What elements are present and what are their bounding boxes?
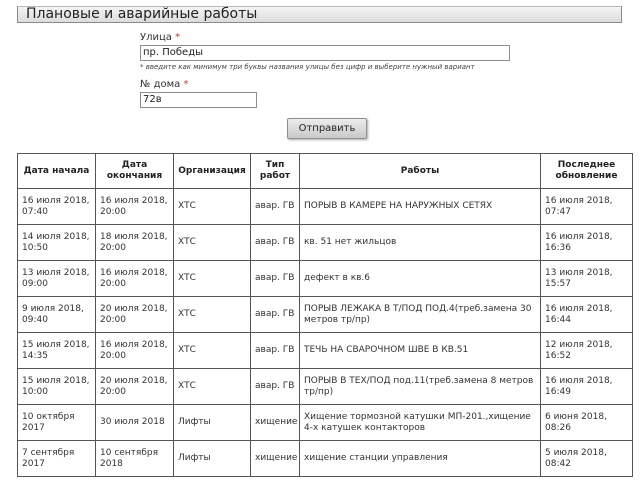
cell-organization: Лифты [174,441,251,477]
house-number-input[interactable]: 72в [140,92,257,108]
cell-start-date: 10 октября 2017 [18,405,96,441]
house-required-mark: * [183,79,189,90]
table-header-row [18,154,633,189]
cell-works: хищение станции управления [300,441,541,477]
cell-organization: ХТС [174,261,251,297]
cell-end-date: 18 июля 2018, 20:00 [96,225,174,261]
cell-works: дефект в кв.6 [300,261,541,297]
table-row [18,189,633,225]
cell-organization: ХТС [174,369,251,405]
works-table [17,153,633,477]
cell-last-update: 13 июля 2018, 15:57 [541,261,633,297]
street-hint: * введите как минимум три буквы названия улицы без цифр и выберите нужный вариант [140,63,475,71]
submit-button[interactable]: Отправить [287,118,367,139]
cell-end-date: 16 июля 2018, 20:00 [96,333,174,369]
cell-end-date: 10 сентября 2018 [96,441,174,477]
table-row [18,441,633,477]
cell-work-type: авар. ГВ [251,225,300,261]
cell-organization: ХТС [174,333,251,369]
cell-organization: Лифты [174,405,251,441]
cell-work-type: авар. ГВ [251,261,300,297]
table-row [18,333,633,369]
table-row [18,369,633,405]
cell-work-type: авар. ГВ [251,333,300,369]
cell-last-update: 6 июня 2018, 08:26 [541,405,633,441]
cell-end-date: 16 июля 2018, 20:00 [96,189,174,225]
house-label-row [140,79,540,91]
cell-end-date: 20 июля 2018, 20:00 [96,369,174,405]
table-row [18,405,633,441]
cell-end-date: 20 июля 2018, 20:00 [96,297,174,333]
cell-start-date: 15 июля 2018, 14:35 [18,333,96,369]
cell-organization: ХТС [174,225,251,261]
column-header-last-update: Последнее обновление [541,154,633,189]
cell-works: ТЕЧЬ НА СВАРОЧНОМ ШВЕ В КВ.51 [300,333,541,369]
house-label: № дома [140,79,181,90]
street-required-mark: * [175,32,181,43]
cell-last-update: 16 июля 2018, 16:44 [541,297,633,333]
cell-start-date: 13 июля 2018, 09:00 [18,261,96,297]
column-header-works: Работы [300,154,541,189]
column-header-organization: Организация [174,154,251,189]
cell-last-update: 16 июля 2018, 07:47 [541,189,633,225]
cell-works: кв. 51 нет жильцов [300,225,541,261]
street-label-row [140,32,540,44]
cell-work-type: авар. ГВ [251,189,300,225]
cell-works: ПОРЫВ В КАМЕРЕ НА НАРУЖНЫХ СЕТЯХ [300,189,541,225]
cell-start-date: 15 июля 2018, 10:00 [18,369,96,405]
column-header-end-date: Дата окончания [96,154,174,189]
cell-work-type: хищение [251,441,300,477]
table-row [18,225,633,261]
cell-end-date: 16 июля 2018, 20:00 [96,261,174,297]
street-input[interactable]: пр. Победы [140,45,510,61]
cell-last-update: 16 июля 2018, 16:49 [541,369,633,405]
column-header-start-date: Дата начала [18,154,96,189]
cell-organization: ХТС [174,297,251,333]
cell-start-date: 16 июля 2018, 07:40 [18,189,96,225]
cell-work-type: хищение [251,405,300,441]
page-header [17,6,622,23]
cell-start-date: 9 июля 2018, 09:40 [18,297,96,333]
cell-work-type: авар. ГВ [251,297,300,333]
table-row [18,297,633,333]
cell-last-update: 5 июля 2018, 08:42 [541,441,633,477]
cell-works: ПОРЫВ ЛЕЖАКА В Т/ПОД ПОД.4(треб.замена 30 метров тр/пр) [300,297,541,333]
cell-organization: ХТС [174,189,251,225]
cell-work-type: авар. ГВ [251,369,300,405]
column-header-work-type: Тип работ [251,154,300,189]
cell-works: ПОРЫВ В ТЕХ/ПОД под.11(треб.замена 8 метров тр/пр) [300,369,541,405]
table-row [18,261,633,297]
cell-start-date: 14 июля 2018, 10:50 [18,225,96,261]
cell-start-date: 7 сентября 2017 [18,441,96,477]
cell-last-update: 12 июля 2018, 16:52 [541,333,633,369]
cell-last-update: 16 июля 2018, 16:36 [541,225,633,261]
search-form [140,32,540,108]
street-label: Улица [140,32,172,43]
cell-works: Хищение тормозной катушки МП-201.,хищение 4-х катушек контакторов [300,405,541,441]
page-title: Плановые и аварийные работы [26,6,258,22]
cell-end-date: 30 июля 2018 [96,405,174,441]
